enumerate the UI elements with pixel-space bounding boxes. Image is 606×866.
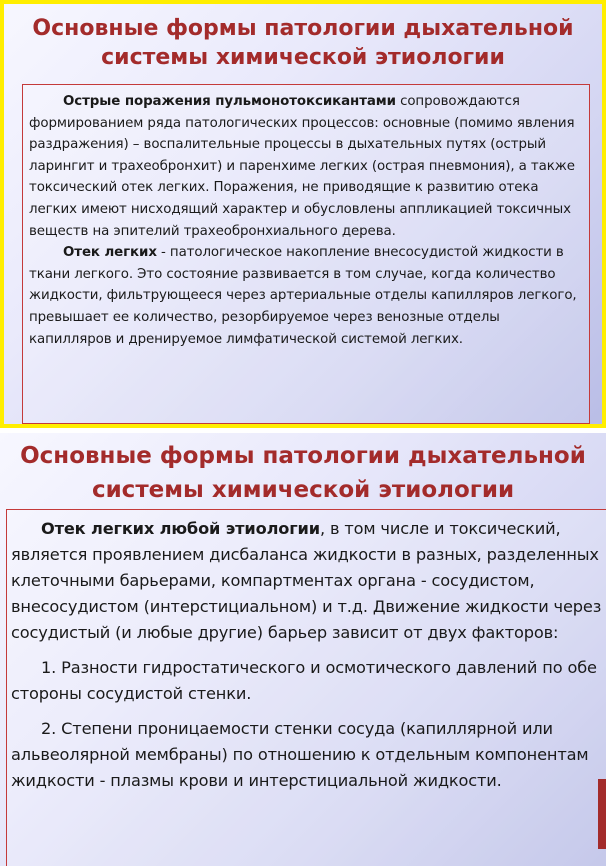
slide-2 [0,433,606,866]
slide-1-paragraph-2 [29,242,583,350]
slide-1-paragraph-2-text: - патологическое накопление внесосудистой жидкости в ткани легкого. Это состояние развивается в том случае, когда количество жидкости, фильтрующееся через артериальные отделы капилляров легкого, превышает ее количество, резорбируемое через венозные отделы капилляров и дренируемое лимфатической системой легких. [29,245,577,347]
slide-2-title-line-2: системы химической этиологии [91,477,515,503]
slide-1-paragraph-1-lead: Острые поражения пульмонотоксикантами [63,94,396,109]
slide-1 [0,0,606,428]
slide-1-paragraph-1 [29,91,583,242]
slide-1-title [4,14,602,72]
slide-2-title-line-1: Основные формы патологии дыхательной [20,443,586,469]
slide-2-intro-paragraph [11,516,606,646]
slide-1-text-box [22,84,590,424]
slide-1-paragraph-2-lead: Отек легких [63,245,157,261]
slide-1-paragraph-1-text: сопровождаются формированием ряда патологических процессов: основные (помимо явления раздражения) – воспалительные процессы в дыхательных путях (острый ларингит и трахеобронхит) и паренхиме легких (острая пневмония), а также токсический отек легких. Поражения, не приводящие к развитию отека легких имеют нисходящий характер и обусловлены аппликацией токсичных веществ на эпителий трахеобронхиального дерева. [29,94,575,239]
slide-2-intro-text: , в том числе и токсический, является проявлением дисбаланса жидкости в разных, разделенных клеточными барьерами, компартментах органа - сосудистом, внесосудистом (интерстициальном) и т.д. Движение жидкости через сосудистый (и любые другие) барьер зависит от двух факторов: [11,519,602,642]
slide-1-title-line-1: Основные формы патологии дыхательной [32,16,574,41]
slide-2-text-box [6,509,606,866]
slide-2-intro-lead: Отек легких любой этиологии [41,519,320,538]
slide-2-list-item-1: 1. Разности гидростатического и осмотического давлений по обе стороны сосудистой стенки. [11,658,597,703]
slide-2-list-item-2: 2. Степени проницаемости стенки сосуда (капиллярной или альвеолярной мембраны) по отношению к отдельным компонентам жидкости - плазмы крови и интерстициальной жидкости. [11,719,589,790]
slide-2-accent-bar [598,779,606,849]
slide-1-title-line-2: системы химической этиологии [101,45,505,70]
slide-2-title [0,439,606,507]
